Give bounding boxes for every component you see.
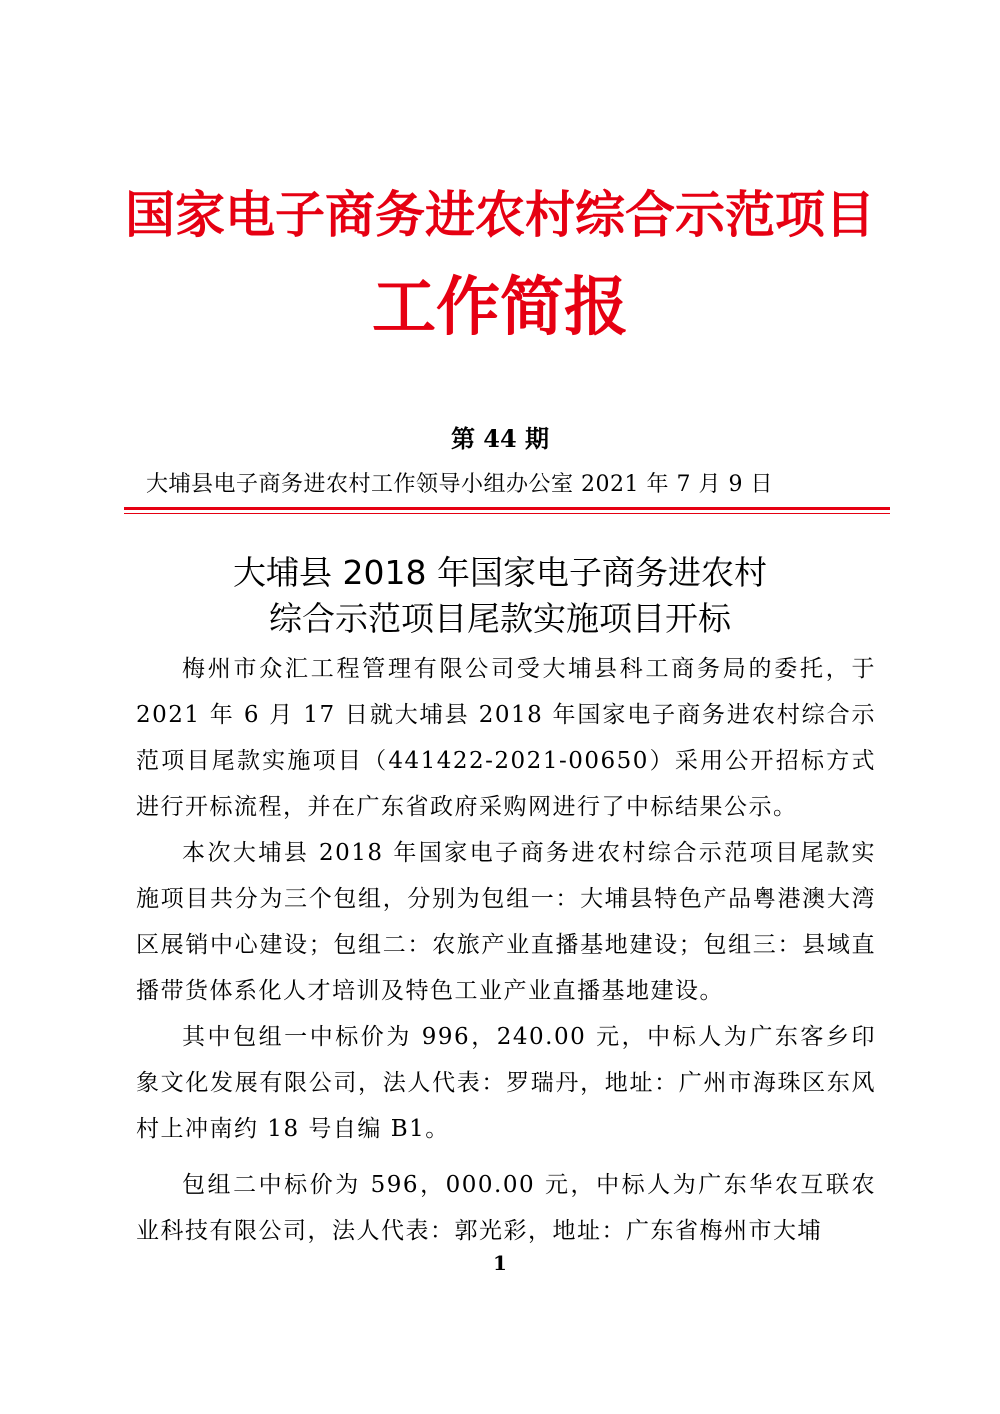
paragraph-1: 梅州市众汇工程管理有限公司受大埔县科工商务局的委托，于 2021 年 6 月 17 日就大埔县 2018 年国家电子商务进农村综合示范项目尾款实施项目（441422-2021-00650）采用公开招标方式进行开标流程，并在广东省政府采购网进行了中标结果公示。 (136, 656, 876, 820)
article-body (136, 646, 876, 1254)
red-divider-thin (124, 513, 890, 514)
bulletin-title-line-1: 国家电子商务进农村综合示范项目 (125, 185, 875, 244)
article-headline (0, 550, 1000, 642)
page-number: 1 (493, 1251, 507, 1275)
paragraph-4: 包组二中标价为 596，000.00 元，中标人为广东华农互联农业科技有限公司，法人代表：郭光彩，地址：广东省梅州市大埔 (136, 1172, 876, 1244)
article-headline-line-2: 综合示范项目尾款实施项目开标 (269, 599, 731, 638)
paragraph-3: 其中包组一中标价为 996，240.00 元，中标人为广东客乡印象文化发展有限公司，法人代表：罗瑞丹，地址：广州市海珠区东风村上冲南约 18 号自编 B1。 (136, 1024, 876, 1142)
issuer-and-date: 大埔县电子商务进农村工作领导小组办公室 2021 年 7 月 9 日 (146, 472, 773, 497)
article-headline-line-1: 大埔县 2018 年国家电子商务进农村 (233, 553, 767, 592)
red-divider-thick (124, 507, 890, 510)
issue-number: 第 44 期 (450, 424, 550, 453)
paragraph-2: 本次大埔县 2018 年国家电子商务进农村综合示范项目尾款实施项目共分为三个包组，分别为包组一：大埔县特色产品粤港澳大湾区展销中心建设；包组二：农旅产业直播基地建设；包组三：县域直播带货体系化人才培训及特色工业产业直播基地建设。 (136, 840, 876, 1004)
bulletin-title-line-2: 工作简报 (372, 270, 628, 345)
